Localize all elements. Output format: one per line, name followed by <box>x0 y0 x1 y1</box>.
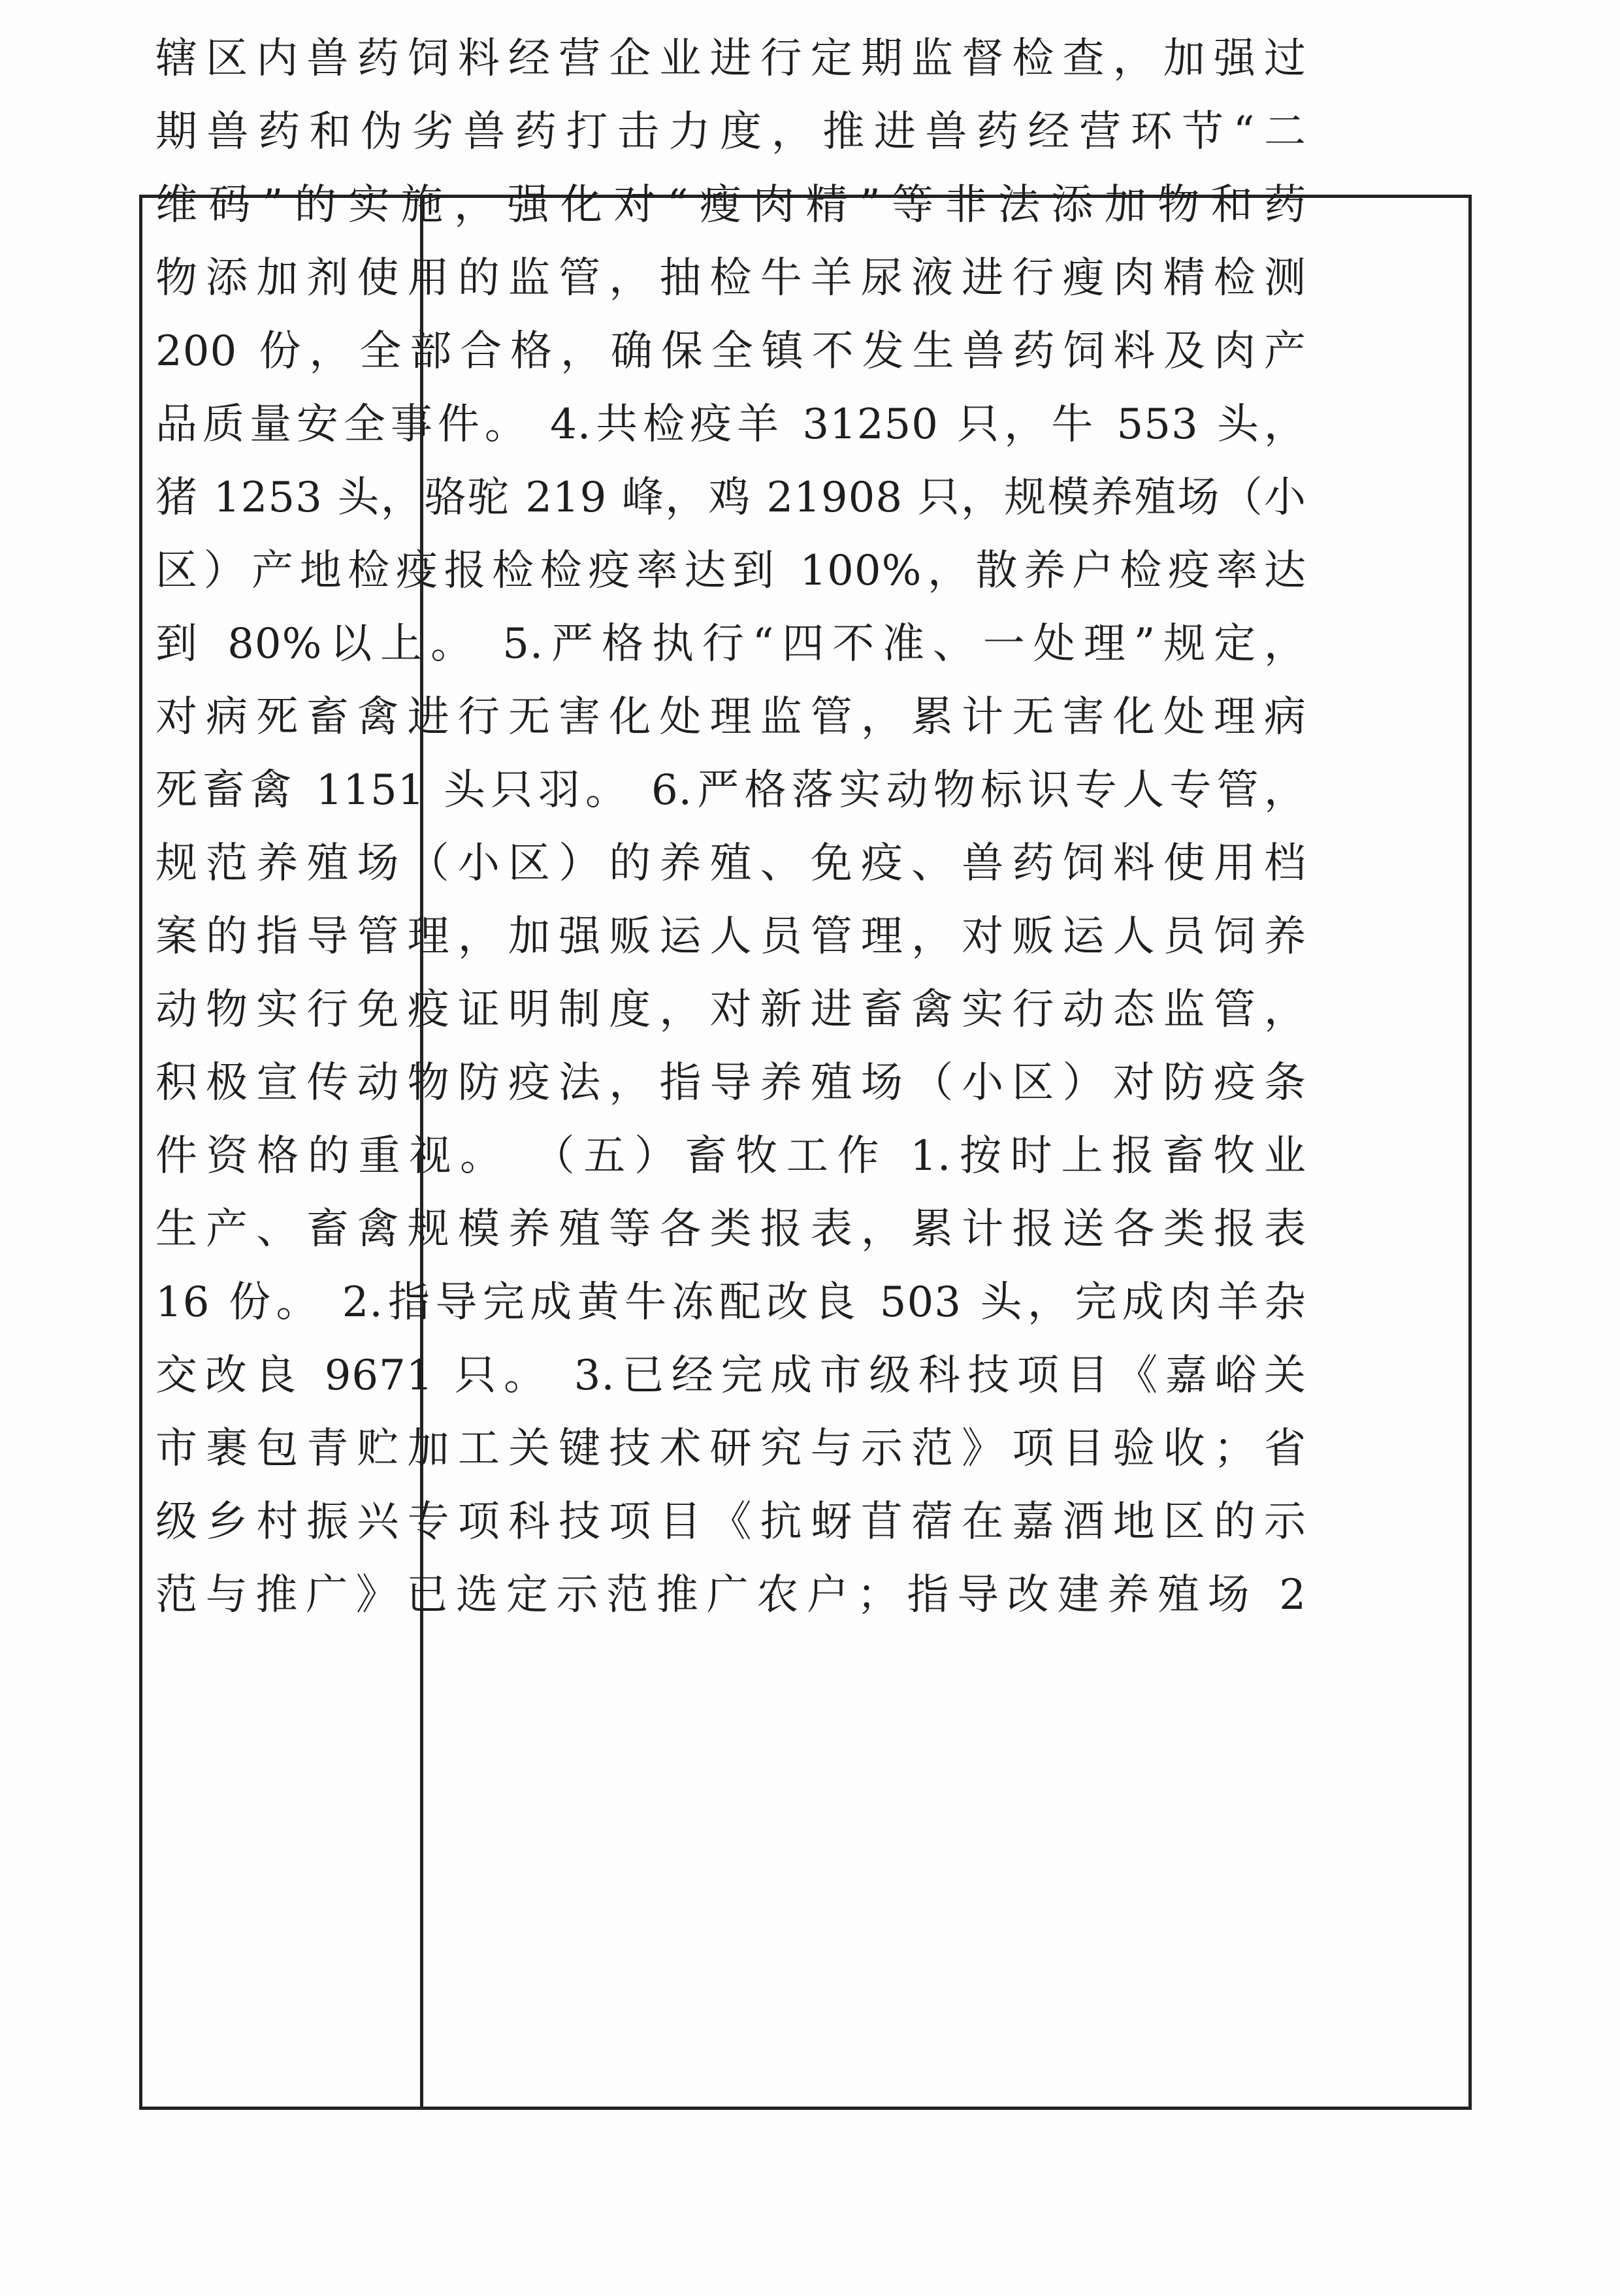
text-line: 辖区内兽药饲料经营企业进行定期监督检查，加强过 <box>155 35 1306 83</box>
text-line: 对病死畜禽进行无害化处理监管，累计无害化处理病 <box>155 693 1306 741</box>
text-line: 件资格的重视。 （五）畜牧工作 1.按时上报畜牧业 <box>155 1132 1306 1180</box>
text-line: 积极宣传动物防疫法，指导养殖场（小区）对防疫条 <box>155 1059 1306 1107</box>
text-line: 16 份。 2.指导完成黄牛冻配改良 503 头，完成肉羊杂 <box>155 1278 1306 1327</box>
text-line: 死畜禽 1151 头只羽。 6.严格落实动物标识专人专管， <box>155 766 1306 815</box>
text-line: 规范养殖场（小区）的养殖、免疫、兽药饲料使用档 <box>155 839 1306 888</box>
report-body-text <box>155 22 1306 1632</box>
text-line: 猪 1253 头，骆驼 219 峰，鸡 21908 只，规模养殖场（小 <box>155 474 1306 522</box>
text-line: 到 80%以上。 5.严格执行“四不准、一处理”规定， <box>155 620 1306 668</box>
text-line: 市裹包青贮加工关键技术研究与示范》项目验收；省 <box>155 1425 1306 1473</box>
text-line: 生产、畜禽规模养殖等各类报表，累计报送各类报表 <box>155 1205 1306 1253</box>
text-line: 品质量安全事件。 4.共检疫羊 31250 只，牛 553 头， <box>155 400 1306 449</box>
text-line: 动物实行免疫证明制度，对新进畜禽实行动态监管， <box>155 986 1306 1034</box>
text-line: 级乡村振兴专项科技项目《抗蚜苜蓿在嘉酒地区的示 <box>155 1498 1306 1546</box>
text-line: 期兽药和伪劣兽药打击力度，推进兽药经营环节“二 <box>155 108 1306 156</box>
text-line: 范与推广》已选定示范推广农户；指导改建养殖场 2 <box>155 1571 1306 1619</box>
text-line: 200 份，全部合格，确保全镇不发生兽药饲料及肉产 <box>155 327 1306 376</box>
text-line: 维码”的实施，强化对“瘦肉精”等非法添加物和药 <box>155 181 1306 229</box>
text-line: 案的指导管理，加强贩运人员管理，对贩运人员饲养 <box>155 913 1306 961</box>
text-line: 区）产地检疫报检检疫率达到 100%，散养户检疫率达 <box>155 547 1306 595</box>
text-line: 交改良 9671 只。 3.已经完成市级科技项目《嘉峪关 <box>155 1351 1306 1400</box>
text-line: 物添加剂使用的监管，抽检牛羊尿液进行瘦肉精检测 <box>155 254 1306 302</box>
